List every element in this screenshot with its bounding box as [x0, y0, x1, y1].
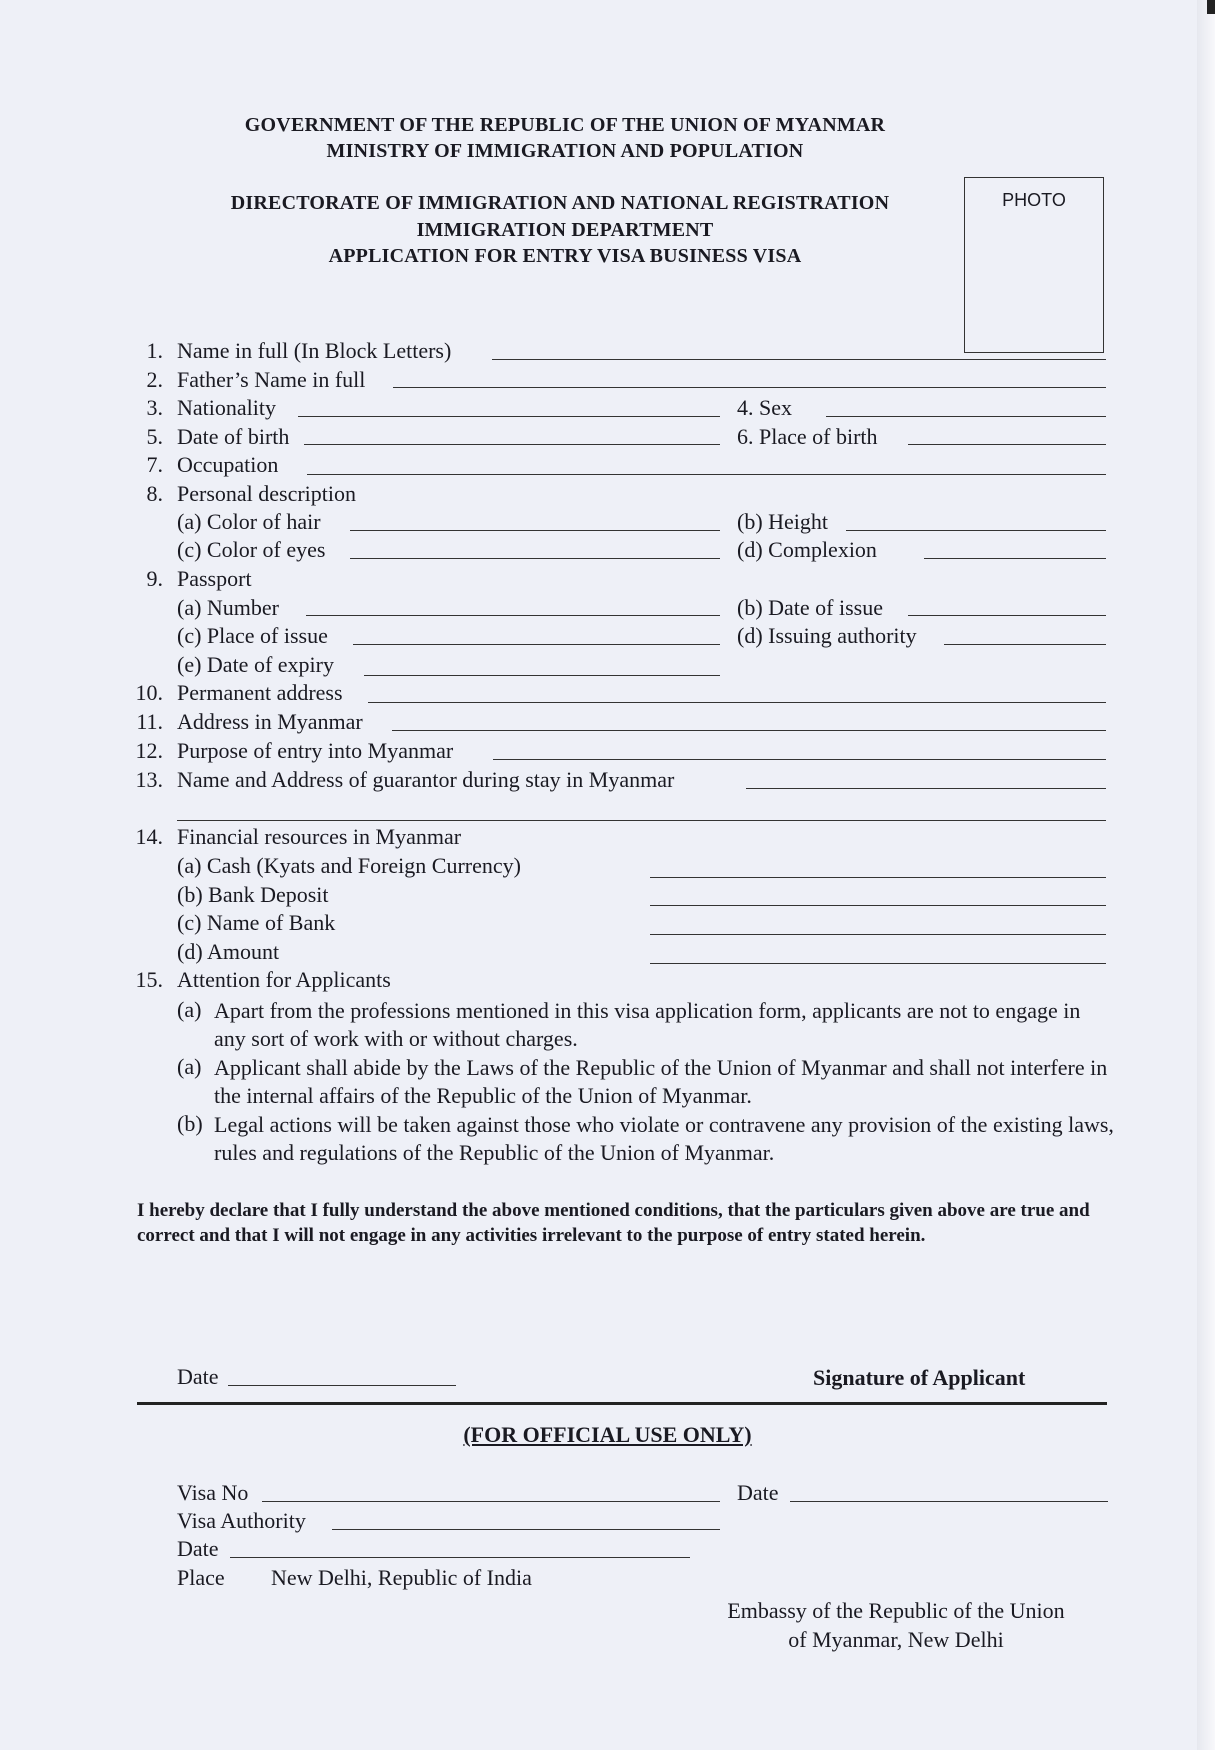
address-myanmar-label: Address in Myanmar	[177, 709, 363, 734]
personal-description-label: Personal description	[177, 481, 357, 506]
field-number: 8.	[146, 481, 163, 506]
passport-issue-date-label: (b) Date of issue	[737, 595, 884, 620]
header-directorate: DIRECTORATE OF IMMIGRATION AND NATIONAL REGISTRATION	[230, 192, 890, 214]
nationality-field[interactable]	[298, 416, 720, 417]
height-label: (b) Height	[737, 509, 829, 534]
official-date-field[interactable]	[230, 1557, 690, 1558]
attention-item-letter: (a)	[177, 1054, 202, 1079]
amount-label: (d) Amount	[177, 939, 280, 964]
father-name-label: Father’s Name in full	[177, 367, 366, 392]
signature-label: Signature of Applicant	[813, 1365, 1026, 1390]
eye-color-field[interactable]	[350, 558, 720, 559]
bank-name-label: (c) Name of Bank	[177, 910, 336, 935]
name-field[interactable]	[492, 359, 1106, 360]
visa-authority-field[interactable]	[332, 1529, 720, 1530]
field-number: 3.	[146, 395, 163, 420]
place-of-birth-field[interactable]	[908, 444, 1106, 445]
cash-label: (a) Cash (Kyats and Foreign Currency)	[177, 853, 521, 878]
occupation-label: Occupation	[177, 452, 279, 477]
attention-label: Attention for Applicants	[177, 967, 391, 992]
cash-field[interactable]	[650, 877, 1106, 878]
permanent-address-label: Permanent address	[177, 680, 343, 705]
eye-color-label: (c) Color of eyes	[177, 537, 326, 562]
field-number: 7.	[146, 452, 163, 477]
page-edge-shadow	[1197, 0, 1215, 1750]
address-myanmar-field[interactable]	[392, 730, 1106, 731]
official-date-label: Date	[177, 1536, 219, 1561]
photo-box[interactable]	[964, 177, 1104, 353]
field-number: 10.	[135, 680, 163, 705]
purpose-of-entry-field[interactable]	[493, 759, 1106, 760]
guarantor-field-line2[interactable]	[177, 820, 1106, 821]
visa-authority-label: Visa Authority	[177, 1508, 306, 1533]
guarantor-field[interactable]	[746, 788, 1106, 789]
photo-label: PHOTO	[1002, 190, 1066, 210]
passport-number-label: (a) Number	[177, 595, 280, 620]
sex-label: 4. Sex	[737, 395, 792, 420]
occupation-field[interactable]	[307, 474, 1106, 475]
attention-item-work: Apart from the professions mentioned in this visa application form, applicants are not to engage in any sort of work with or without charges.	[214, 998, 1081, 1051]
field-number: 9.	[146, 566, 163, 591]
section-divider	[137, 1402, 1107, 1405]
sex-field[interactable]	[826, 416, 1106, 417]
attention-item-letter: (a)	[177, 997, 202, 1022]
guarantor-label: Name and Address of guarantor during stay in Myanmar	[177, 767, 675, 792]
field-number: 5.	[146, 424, 163, 449]
header-ministry: MINISTRY OF IMMIGRATION AND POPULATION	[326, 140, 804, 162]
place-label: Place	[177, 1565, 225, 1590]
scan-corner-mark	[1207, 0, 1215, 14]
amount-field[interactable]	[650, 963, 1106, 964]
field-number: 14.	[135, 824, 163, 849]
official-date-right-label: Date	[737, 1480, 779, 1505]
visa-no-label: Visa No	[177, 1480, 249, 1505]
embassy-line-2: of Myanmar, New Delhi	[788, 1627, 1004, 1652]
date-of-birth-field[interactable]	[304, 444, 720, 445]
issuing-authority-label: (d) Issuing authority	[737, 623, 917, 648]
place-value: New Delhi, Republic of India	[271, 1565, 532, 1590]
attention-item-laws: Applicant shall abide by the Laws of the Republic of the Union of Myanmar and shall not interfere in the internal affairs of the Republic of the Union of Myanmar.	[214, 1055, 1108, 1108]
passport-label: Passport	[177, 566, 252, 591]
applicant-date-field[interactable]	[228, 1385, 456, 1386]
field-number: 15.	[135, 967, 163, 992]
date-of-birth-label: Date of birth	[177, 424, 290, 449]
purpose-of-entry-label: Purpose of entry into Myanmar	[177, 738, 454, 763]
name-label: Name in full (In Block Letters)	[177, 338, 452, 363]
father-name-field[interactable]	[393, 387, 1106, 388]
bank-deposit-field[interactable]	[650, 905, 1106, 906]
bank-name-field[interactable]	[650, 934, 1106, 935]
nationality-label: Nationality	[177, 395, 276, 420]
attention-item-legal-actions: Legal actions will be taken against those who violate or contravene any provision of the existing laws, rules and regulations of the Republic of the Union of Myanmar.	[214, 1112, 1114, 1165]
header-application-title: APPLICATION FOR ENTRY VISA BUSINESS VISA	[328, 245, 802, 267]
embassy-line-1: Embassy of the Republic of the Union	[727, 1598, 1065, 1623]
declaration-text: I hereby declare that I fully understand the above mentioned conditions, that the particulars given above are true and correct and that I will not engage in any activities irrelevant to the purpose of entry stated herein.	[137, 1200, 1090, 1246]
field-number: 12.	[135, 738, 163, 763]
passport-issue-place-label: (c) Place of issue	[177, 623, 328, 648]
official-date-right-field[interactable]	[790, 1501, 1108, 1502]
attention-item-letter: (b)	[177, 1111, 203, 1136]
passport-issue-date-field[interactable]	[908, 615, 1106, 616]
field-number: 13.	[135, 767, 163, 792]
bank-deposit-label: (b) Bank Deposit	[177, 882, 329, 907]
hair-color-field[interactable]	[350, 530, 720, 531]
complexion-field[interactable]	[924, 558, 1106, 559]
header-department: IMMIGRATION DEPARTMENT	[416, 219, 714, 241]
applicant-date-label: Date	[177, 1364, 219, 1389]
passport-expiry-field[interactable]	[364, 675, 720, 676]
permanent-address-field[interactable]	[368, 702, 1106, 703]
visa-no-field[interactable]	[262, 1501, 720, 1502]
passport-expiry-label: (e) Date of expiry	[177, 652, 334, 677]
height-field[interactable]	[846, 530, 1106, 531]
field-number: 1.	[146, 338, 163, 363]
financial-resources-label: Financial resources in Myanmar	[177, 824, 462, 849]
official-use-title: (FOR OFFICIAL USE ONLY)	[463, 1422, 752, 1447]
field-number: 2.	[146, 367, 163, 392]
hair-color-label: (a) Color of hair	[177, 509, 321, 534]
complexion-label: (d) Complexion	[737, 537, 877, 562]
place-of-birth-label: 6. Place of birth	[737, 424, 878, 449]
embassy-block	[720, 1596, 1072, 1654]
passport-number-field[interactable]	[306, 615, 720, 616]
header-government: GOVERNMENT OF THE REPUBLIC OF THE UNION OF MYANMAR	[244, 114, 886, 136]
field-number: 11.	[136, 709, 163, 734]
passport-issue-place-field[interactable]	[353, 644, 720, 645]
issuing-authority-field[interactable]	[944, 644, 1106, 645]
